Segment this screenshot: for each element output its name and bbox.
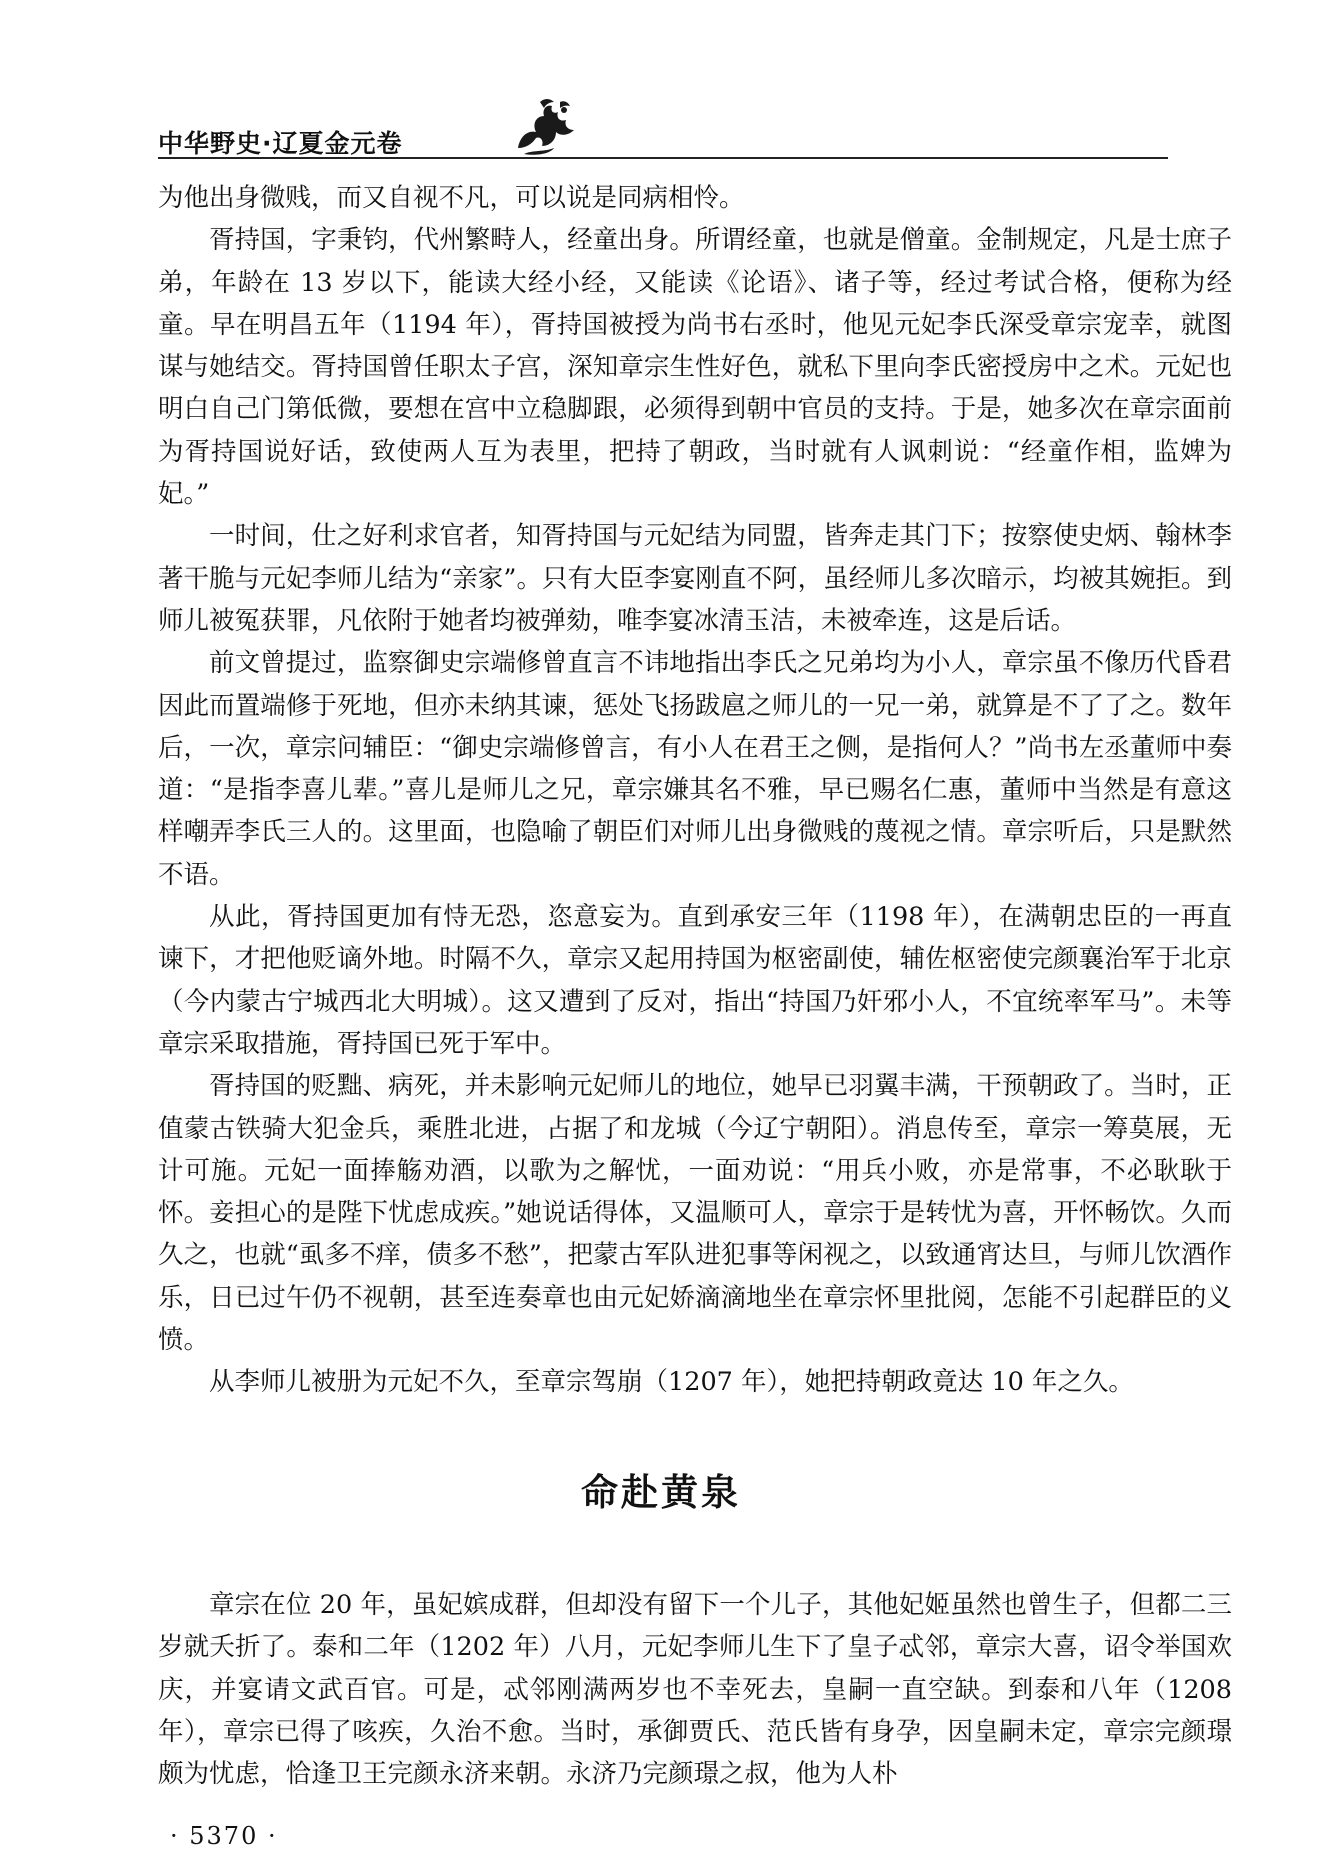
paragraph: 一时间，仕之好利求官者，知胥持国与元妃结为同盟，皆奔走其门下；按察使史炳、翰林李著干脆与元妃李师儿结为“亲家”。只有大臣李宴刚直不阿，虽经师儿多次暗示，均被其婉拒。到师儿被冤获罪，凡依附于她者均被弹劾，唯李宴冰清玉洁，未被牵连，这是后话。 bbox=[158, 521, 1232, 636]
paragraph: 为他出身微贱，而又自视不凡，可以说是同病相怜。 bbox=[158, 183, 745, 213]
paragraph: 前文曾提过，监察御史宗端修曾直言不讳地指出李氏之兄弟均为小人，章宗虽不像历代昏君因此而置端修于死地，但亦未纳其谏，惩处飞扬跋扈之师儿的一兄一弟，就算是不了了之。数年后，一次，章宗问辅臣：“御史宗端修曾言，有小人在君王之侧，是指何人？”尚书左丞董师中奏道：“是指李喜儿辈。”喜儿是师儿之兄，章宗嫌其名不雅，早已赐名仁惠，董师中当然是有意这样嘲弄李氏三人的。这里面，也隐喻了朝臣们对师儿出身微贱的蔑视之情。章宗听后，只是默然不语。 bbox=[158, 648, 1232, 890]
section-title: 命赴黄泉 bbox=[581, 1471, 741, 1514]
paragraph: 章宗在位 20 年，虽妃嫔成群，但却没有留下一个儿子，其他妃姬虽然也曾生子，但都二三岁就夭折了。泰和二年（1202 年）八月，元妃李师儿生下了皇子忒邻，章宗大喜，诏令举国欢庆，并宴请文武百官。可是，忒邻刚满两岁也不幸死去，皇嗣一直空缺。到泰和八年（1208 年），章宗已得了咳疾，久治不愈。当时，承御贾氏、范氏皆有身孕，因皇嗣未定，章宗完颜璟颇为忧虑，恰逢卫王完颜永济来朝。永济乃完颜璟之叔，他为人朴 bbox=[158, 1590, 1232, 1790]
body-text bbox=[158, 177, 1232, 1404]
header-rule bbox=[158, 157, 1168, 159]
dragon-emblem-icon bbox=[510, 96, 580, 158]
paragraph: 从此，胥持国更加有恃无恐，恣意妄为。直到承安三年（1198 年），在满朝忠臣的一再直谏下，才把他贬谪外地。时隔不久，章宗又起用持国为枢密副使，辅佐枢密使完颜襄治军于北京（今内蒙古宁城西北大明城）。这又遭到了反对，指出“持国乃奸邪小人，不宜统率军马”。未等章宗采取措施，胥持国已死于军中。 bbox=[158, 902, 1232, 1059]
paragraph: 从李师儿被册为元妃不久，至章宗驾崩（1207 年），她把持朝政竟达 10 年之久。 bbox=[209, 1367, 1134, 1398]
header-title: 中华野史·辽夏金元卷 bbox=[158, 129, 403, 158]
page-number: · 5370 · bbox=[170, 1822, 278, 1850]
paragraph: 胥持国的贬黜、病死，并未影响元妃师儿的地位，她早已羽翼丰满，干预朝政了。当时，正值蒙古铁骑大犯金兵，乘胜北进，占据了和龙城（今辽宁朝阳）。消息传至，章宗一筹莫展，无计可施。元妃一面捧觞劝酒，以歌为之解忧，一面劝说：“用兵小败，亦是常事，不必耿耿于怀。妾担心的是陛下忧虑成疾。”她说话得体，又温顺可人，章宗于是转忧为喜，开怀畅饮。久而久之，也就“虱多不痒，债多不愁”，把蒙古军队进犯事等闲视之，以致通宵达旦，与师儿饮酒作乐，日已过午仍不视朝，甚至连奏章也由元妃娇滴滴地坐在章宗怀里批阅，怎能不引起群臣的义愤。 bbox=[158, 1071, 1232, 1356]
paragraph: 胥持国，字秉钧，代州繁畤人，经童出身。所谓经童，也就是僧童。金制规定，凡是士庶子弟，年龄在 13 岁以下，能读大经小经，又能读《论语》、诸子等，经过考试合格，便称为经童。早在明昌五年（1194 年），胥持国被授为尚书右丞时，他见元妃李氏深受章宗宠幸，就图谋与她结交。胥持国曾任职太子宫，深知章宗生性好色，就私下里向李氏密授房中之术。元妃也明白自己门第低微，要想在宫中立稳脚跟，必须得到朝中官员的支持。于是，她多次在章宗面前为胥持国说好话，致使两人互为表里，把持了朝政，当时就有人讽刺说：“经童作相，监婢为妃。” bbox=[158, 225, 1232, 510]
section-body-text bbox=[158, 1584, 1232, 1795]
running-header bbox=[158, 96, 1168, 160]
